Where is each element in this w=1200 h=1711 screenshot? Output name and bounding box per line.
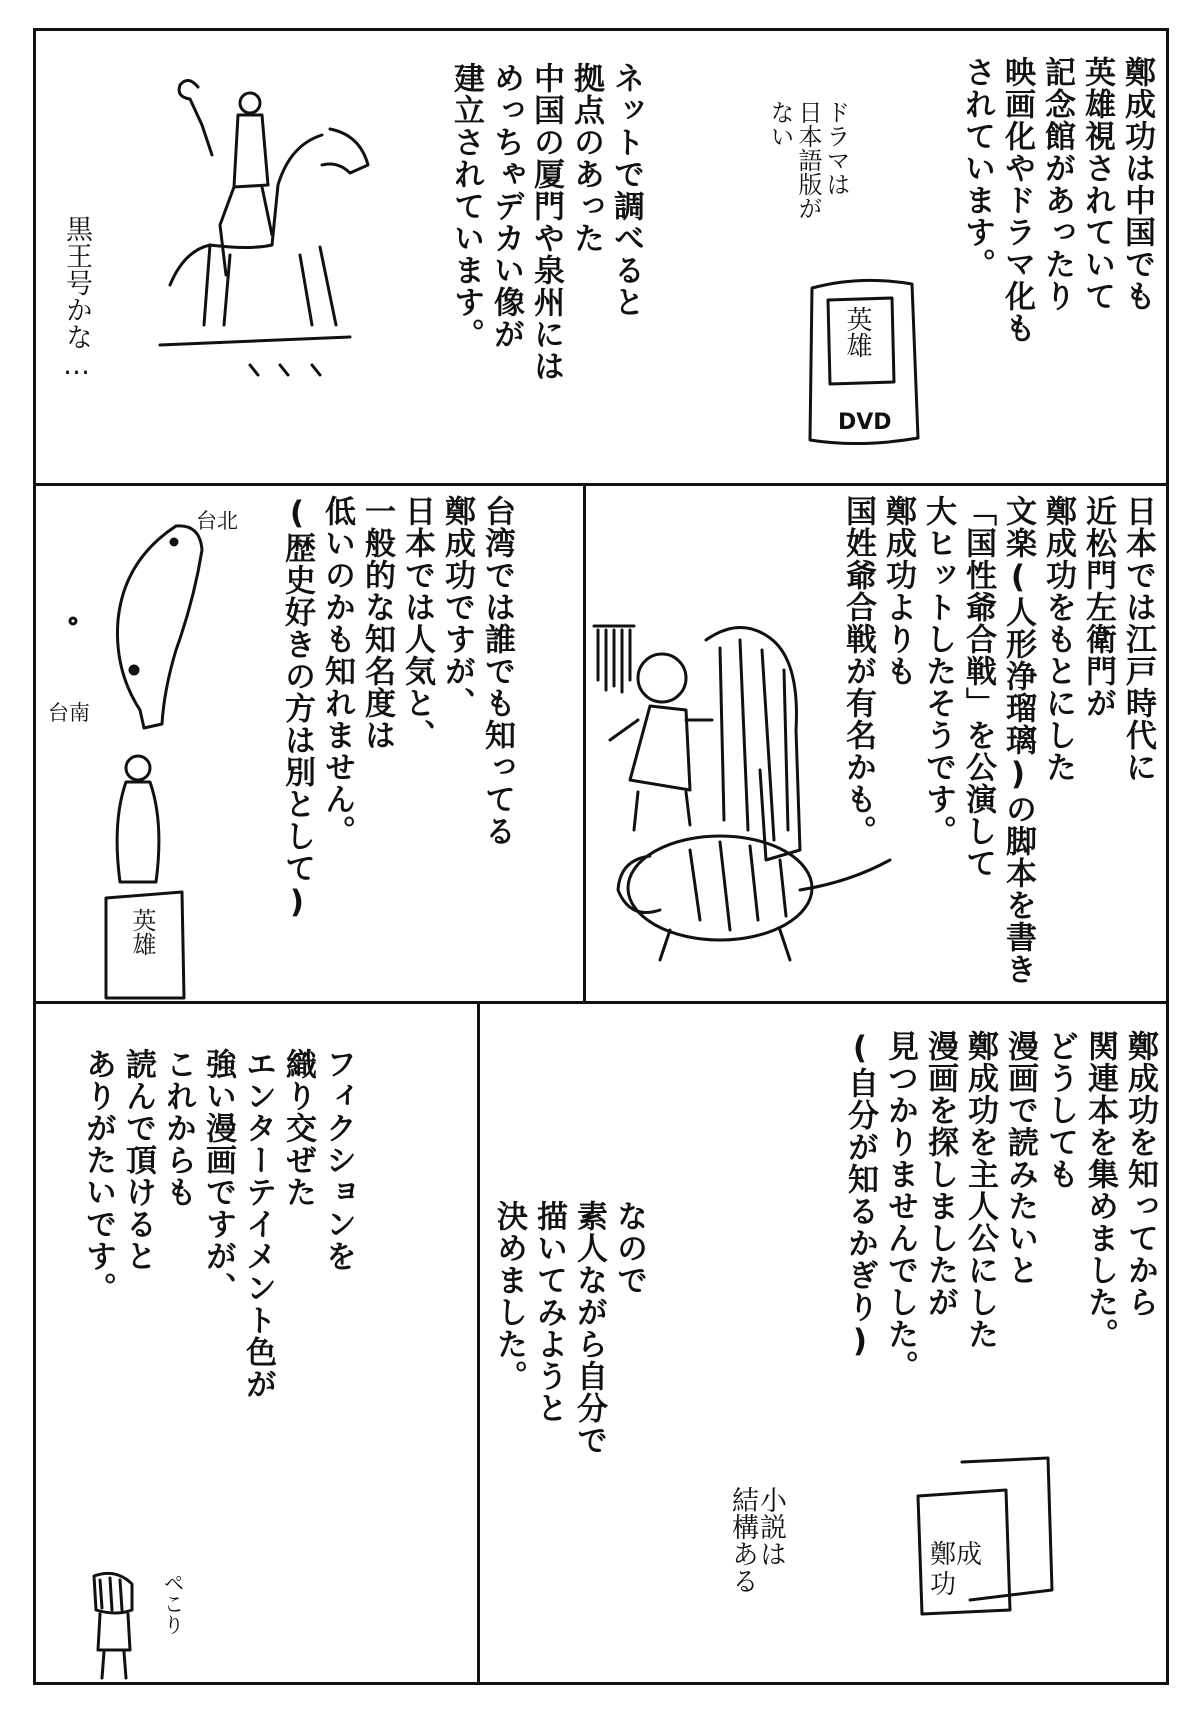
horse-note: 黒王号かな…: [61, 215, 92, 381]
dvd-label: DVD: [838, 410, 892, 435]
book-title: 鄭成功: [930, 1540, 983, 1600]
horse-statue-drawing: [150, 75, 380, 395]
puppet-tiger-drawing: [590, 620, 910, 980]
statue-label: 英雄: [128, 908, 156, 956]
drama-note: ドラマは 日本語版が ない: [766, 100, 850, 220]
map-label-tainan: 台南: [48, 701, 90, 725]
panel4-narration-2: なので 素人ながら自分で 描いてみようと 決めました。: [491, 1200, 647, 1456]
panel-divider-lower: [477, 1001, 480, 1685]
small-island-mark: [66, 614, 80, 628]
bow-note: ペこり: [161, 1572, 185, 1635]
panel-divider-top: [33, 483, 1169, 486]
panel1-narration: 鄭成功は中国でも 英雄視されていて 記念館があったり 映画化やドラマ化も されています。: [959, 56, 1155, 344]
panel-divider-middle: [583, 483, 586, 1003]
novel-note: 小説は 結構ある: [727, 1486, 786, 1594]
panel1-narration-2: ネットで調べると 拠点のあった 中国の厦門や泉州には めっちゃデカい像が 建立されています。: [448, 62, 644, 382]
bowing-character-drawing: [86, 1570, 146, 1680]
map-label-taipei: 台北: [196, 509, 238, 533]
panel3-narration: 日本では江戸時代に 近松門左衛門が 鄭成功をもとにした 文楽(人形浄瑠璃)の脚本を書き 「国性爺合戦」を公演して 大ヒットしたそうです。 鄭成功よりも 国姓爺合戦が有名かも。: [840, 495, 1156, 985]
statue-pedestal-drawing: [102, 752, 202, 1002]
panel4-narration: 鄭成功を知ってから 関連本を集めました。 どうしても 漫画で読みたいと 鄭成功を主人公にした 漫画を探しましたが 見つかりませんでした。 (自分が知るかぎり): [842, 1030, 1158, 1382]
dvd-title: 英雄: [842, 306, 872, 358]
panel5-narration: フィクションを 織り交ぜた エンターテイメント色が 強い漫画ですが、 これからも 読んで頂けると ありがたいです。: [80, 1048, 356, 1400]
panel2-narration: 台湾では誰でも知ってる 鄭成功ですが、 日本では人気と、 一般的な知名度は 低いのかも知れません。 (歴史好きの方は別として): [279, 495, 515, 921]
taiwan-map-drawing: [104, 520, 214, 735]
panel-divider-bottom: [33, 1001, 1169, 1004]
